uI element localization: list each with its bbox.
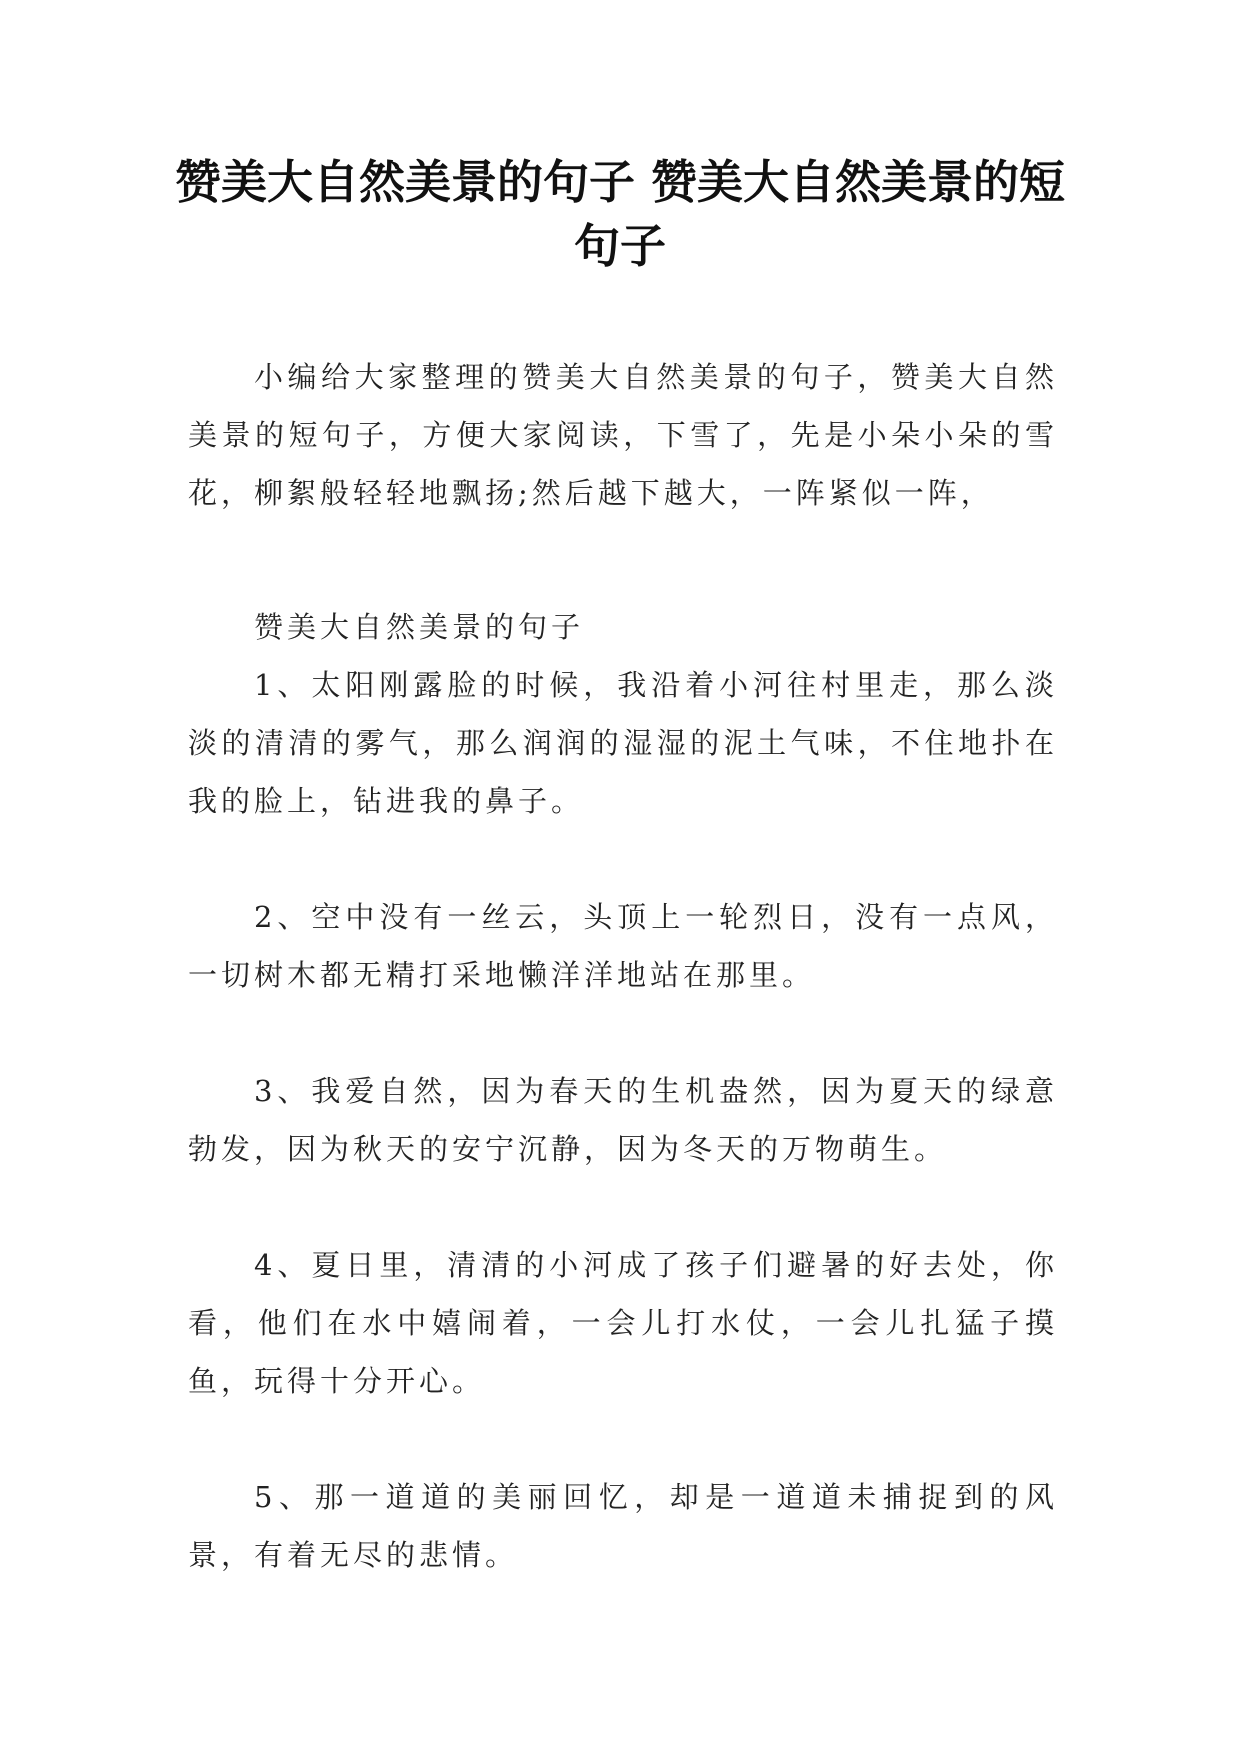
spacer [188,830,1058,888]
list-item: 2、空中没有一丝云，头顶上一轮烈日，没有一点风，一切树木都无精打采地懒洋洋地站在那里。 [188,900,1058,992]
spacer [188,1178,1058,1236]
section-heading: 赞美大自然美景的句子 [254,610,585,644]
document-title: 赞美大自然美景的句子 赞美大自然美景的短句子 [174,155,1065,273]
list-item: 4、夏日里，清清的小河成了孩子们避暑的好去处，你看，他们在水中嬉闹着，一会儿打水仗，一会儿扎猛子摸鱼，玩得十分开心。 [188,1248,1058,1398]
list-item: 1、太阳刚露脸的时候，我沿着小河往村里走，那么淡淡的清清的雾气，那么润润的湿湿的泥土气味，不住地扑在我的脸上，钻进我的鼻子。 [188,668,1058,818]
spacer [188,1410,1058,1468]
list-item: 5、那一道道的美丽回忆，却是一道道未捕捉到的风景，有着无尽的悲情。 [188,1480,1058,1572]
document-body [188,348,1058,1584]
spacer [188,1004,1058,1062]
list-item: 3、我爱自然，因为春天的生机盎然，因为夏天的绿意勃发，因为秋天的安宁沉静，因为冬天的万物萌生。 [188,1074,1058,1166]
intro-paragraph: 小编给大家整理的赞美大自然美景的句子，赞美大自然美景的短句子，方便大家阅读，下雪了，先是小朵小朵的雪花，柳絮般轻轻地飘扬;然后越下越大，一阵紧似一阵， [188,360,1058,510]
spacer [188,522,1058,598]
